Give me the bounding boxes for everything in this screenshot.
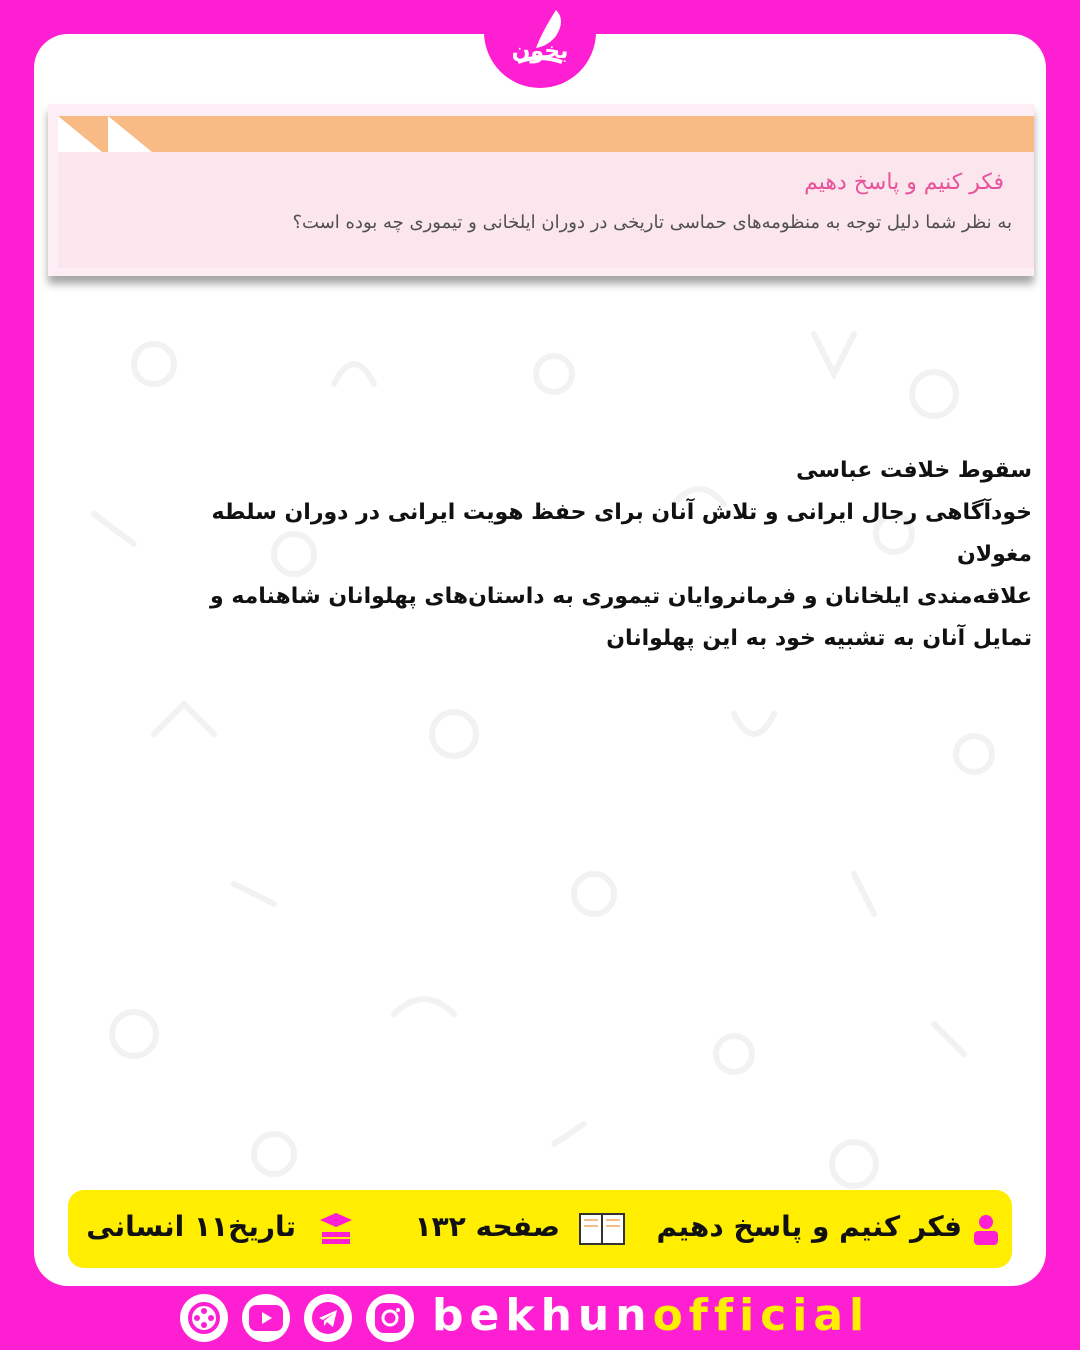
book-icon bbox=[578, 1210, 626, 1248]
brand-part1: bekhun bbox=[432, 1290, 653, 1341]
youtube-icon[interactable] bbox=[242, 1294, 290, 1342]
info-course: تاریخ۱۱ انسانی bbox=[86, 1210, 296, 1243]
brand-handle[interactable] bbox=[432, 1290, 870, 1341]
answer-line: علاقه‌مندی ایلخانان و فرمانروایان تیموری به داستان‌های پهلوانان شاهنامه و bbox=[210, 584, 1032, 609]
graduation-cap-icon bbox=[316, 1210, 356, 1248]
answer-line: خودآگاهی رجال ایرانی و تلاش آنان برای حفظ هویت ایرانی در دوران سلطه bbox=[211, 500, 1032, 525]
answer-line: سقوط خلافت عباسی bbox=[796, 458, 1032, 483]
answer-line: تمایل آنان به تشبیه خود به این پهلوانان bbox=[606, 626, 1032, 651]
aparat-icon[interactable] bbox=[180, 1294, 228, 1342]
question-header-band bbox=[58, 116, 1034, 152]
logo-text: بخون bbox=[511, 39, 569, 64]
answer-line: مغولان bbox=[957, 542, 1032, 567]
question-text: به نظر شما دلیل توجه به منظومه‌های حماسی تاریخی در دوران ایلخانی و تیموری چه بوده است؟ bbox=[292, 212, 1012, 233]
brand-part2: official bbox=[652, 1290, 871, 1341]
question-title: فکر کنیم و پاسخ دهیم bbox=[804, 170, 1004, 195]
answer-text bbox=[72, 450, 1032, 660]
quill-logo-icon bbox=[498, 2, 582, 86]
brand-logo bbox=[484, 2, 596, 88]
instagram-icon[interactable] bbox=[366, 1294, 414, 1342]
arrow-decoration-icon bbox=[58, 116, 168, 152]
telegram-icon[interactable] bbox=[304, 1294, 352, 1342]
info-page: صفحه ۱۳۲ bbox=[414, 1210, 560, 1243]
teacher-icon bbox=[968, 1212, 1004, 1248]
info-bar bbox=[68, 1190, 1012, 1268]
question-box bbox=[48, 104, 1034, 276]
footer bbox=[180, 1290, 900, 1350]
info-section: فکر کنیم و پاسخ دهیم bbox=[656, 1210, 962, 1243]
